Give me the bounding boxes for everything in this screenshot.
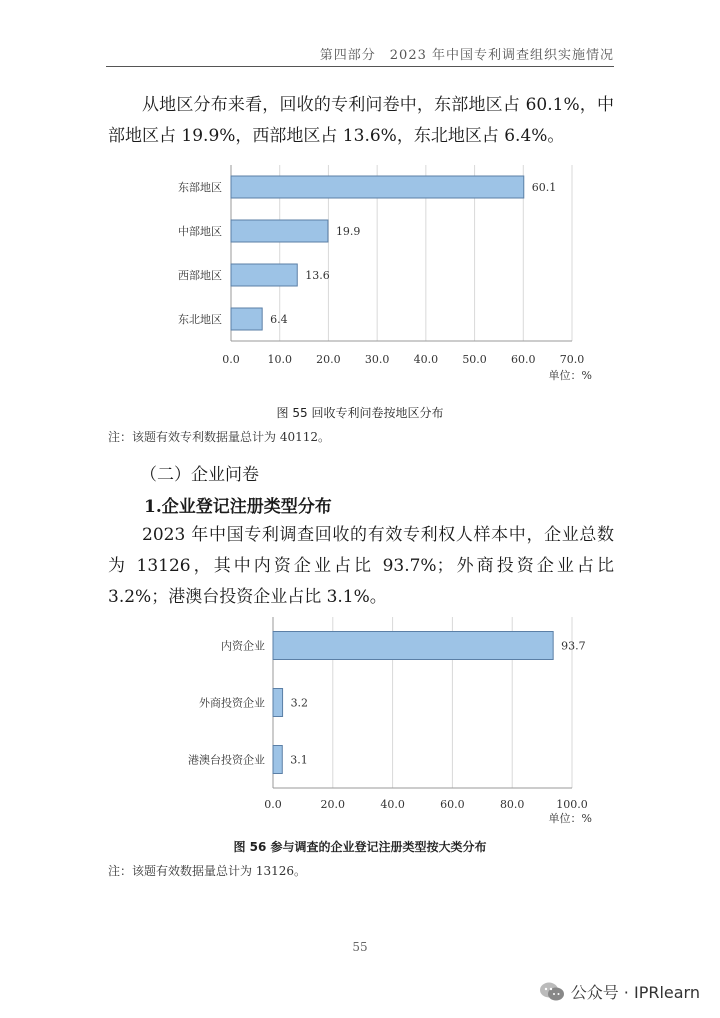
x-tick-label: 30.0 (364, 353, 390, 366)
data-label: 3.1 (290, 753, 308, 767)
running-header: 第四部分 2023 年中国专利调查组织实施情况 (319, 48, 614, 63)
chart-enterprise-type (0, 612, 720, 827)
x-tick-label: 40.0 (413, 353, 439, 366)
category-label: 内资企业 (221, 639, 265, 653)
data-label: 19.9 (335, 225, 361, 238)
paragraph-enterprise-distribution: 2023 年中国专利调查回收的有效专利权人样本中，企业总数为 13126，其中内资企业占比 93.7%；外商投资企业占比 3.2%；港澳台投资企业占比 3.1%。 (108, 525, 614, 607)
paragraph-region-distribution: 从地区分布来看，回收的专利问卷中，东部地区占 60.1%，中部地区占 19.9%，西部地区占 13.6%，东北地区占 6.4%。 (108, 95, 614, 146)
category-label: 港澳台投资企业 (188, 753, 265, 767)
figure-55-caption: 图 55 回收专利问卷按地区分布 (276, 406, 444, 420)
unit-label: 单位：% (548, 812, 592, 825)
bar (273, 689, 283, 717)
data-label: 13.6 (305, 269, 330, 282)
x-tick-label: 60.0 (511, 353, 536, 366)
x-tick-label: 70.0 (559, 353, 585, 366)
chart-region-distribution (0, 160, 720, 390)
bar (273, 632, 553, 660)
watermark-text: 公众号 · IPRlearn (570, 983, 700, 1002)
category-label: 西部地区 (178, 269, 222, 282)
x-tick-label: 60.0 (440, 798, 465, 811)
subsection-title: 1.企业登记注册类型分布 (144, 497, 332, 517)
figure-56-note: 注：该题有效数据量总计为 13126。 (108, 864, 306, 878)
figure-56-caption: 图 56 参与调查的企业登记注册类型按大类分布 (233, 840, 487, 854)
unit-label: 单位：% (548, 369, 592, 382)
chart-1-svg (0, 160, 720, 390)
category-label: 外商投资企业 (199, 696, 265, 710)
data-label: 3.2 (290, 696, 309, 710)
category-label: 中部地区 (178, 225, 222, 238)
data-label: 60.1 (531, 181, 557, 194)
x-tick-label: 20.0 (320, 798, 346, 811)
x-tick-label: 10.0 (267, 353, 292, 366)
bar (231, 308, 262, 330)
category-label: 东北地区 (178, 313, 222, 326)
watermark (539, 980, 700, 1003)
x-tick-label: 40.0 (380, 798, 405, 811)
x-tick-label: 50.0 (462, 353, 487, 366)
data-label: 6.4 (270, 313, 288, 326)
x-tick-label: 0.0 (264, 798, 282, 811)
chart-2-svg (0, 612, 720, 827)
bar (231, 220, 328, 242)
section-title: （二）企业问卷 (140, 465, 259, 485)
page-number: 55 (352, 940, 368, 954)
bar (231, 176, 524, 198)
bar (273, 746, 282, 774)
wechat-icon (539, 981, 565, 1003)
data-label: 93.7 (561, 639, 586, 653)
x-tick-label: 0.0 (222, 353, 240, 366)
category-label: 东部地区 (178, 181, 222, 194)
x-tick-label: 100.0 (556, 798, 588, 811)
figure-55-note: 注：该题有效专利数据量总计为 40112。 (108, 430, 330, 444)
header-rule (106, 66, 614, 67)
x-tick-label: 80.0 (499, 798, 525, 811)
bar (231, 264, 297, 286)
x-tick-label: 20.0 (316, 353, 341, 366)
